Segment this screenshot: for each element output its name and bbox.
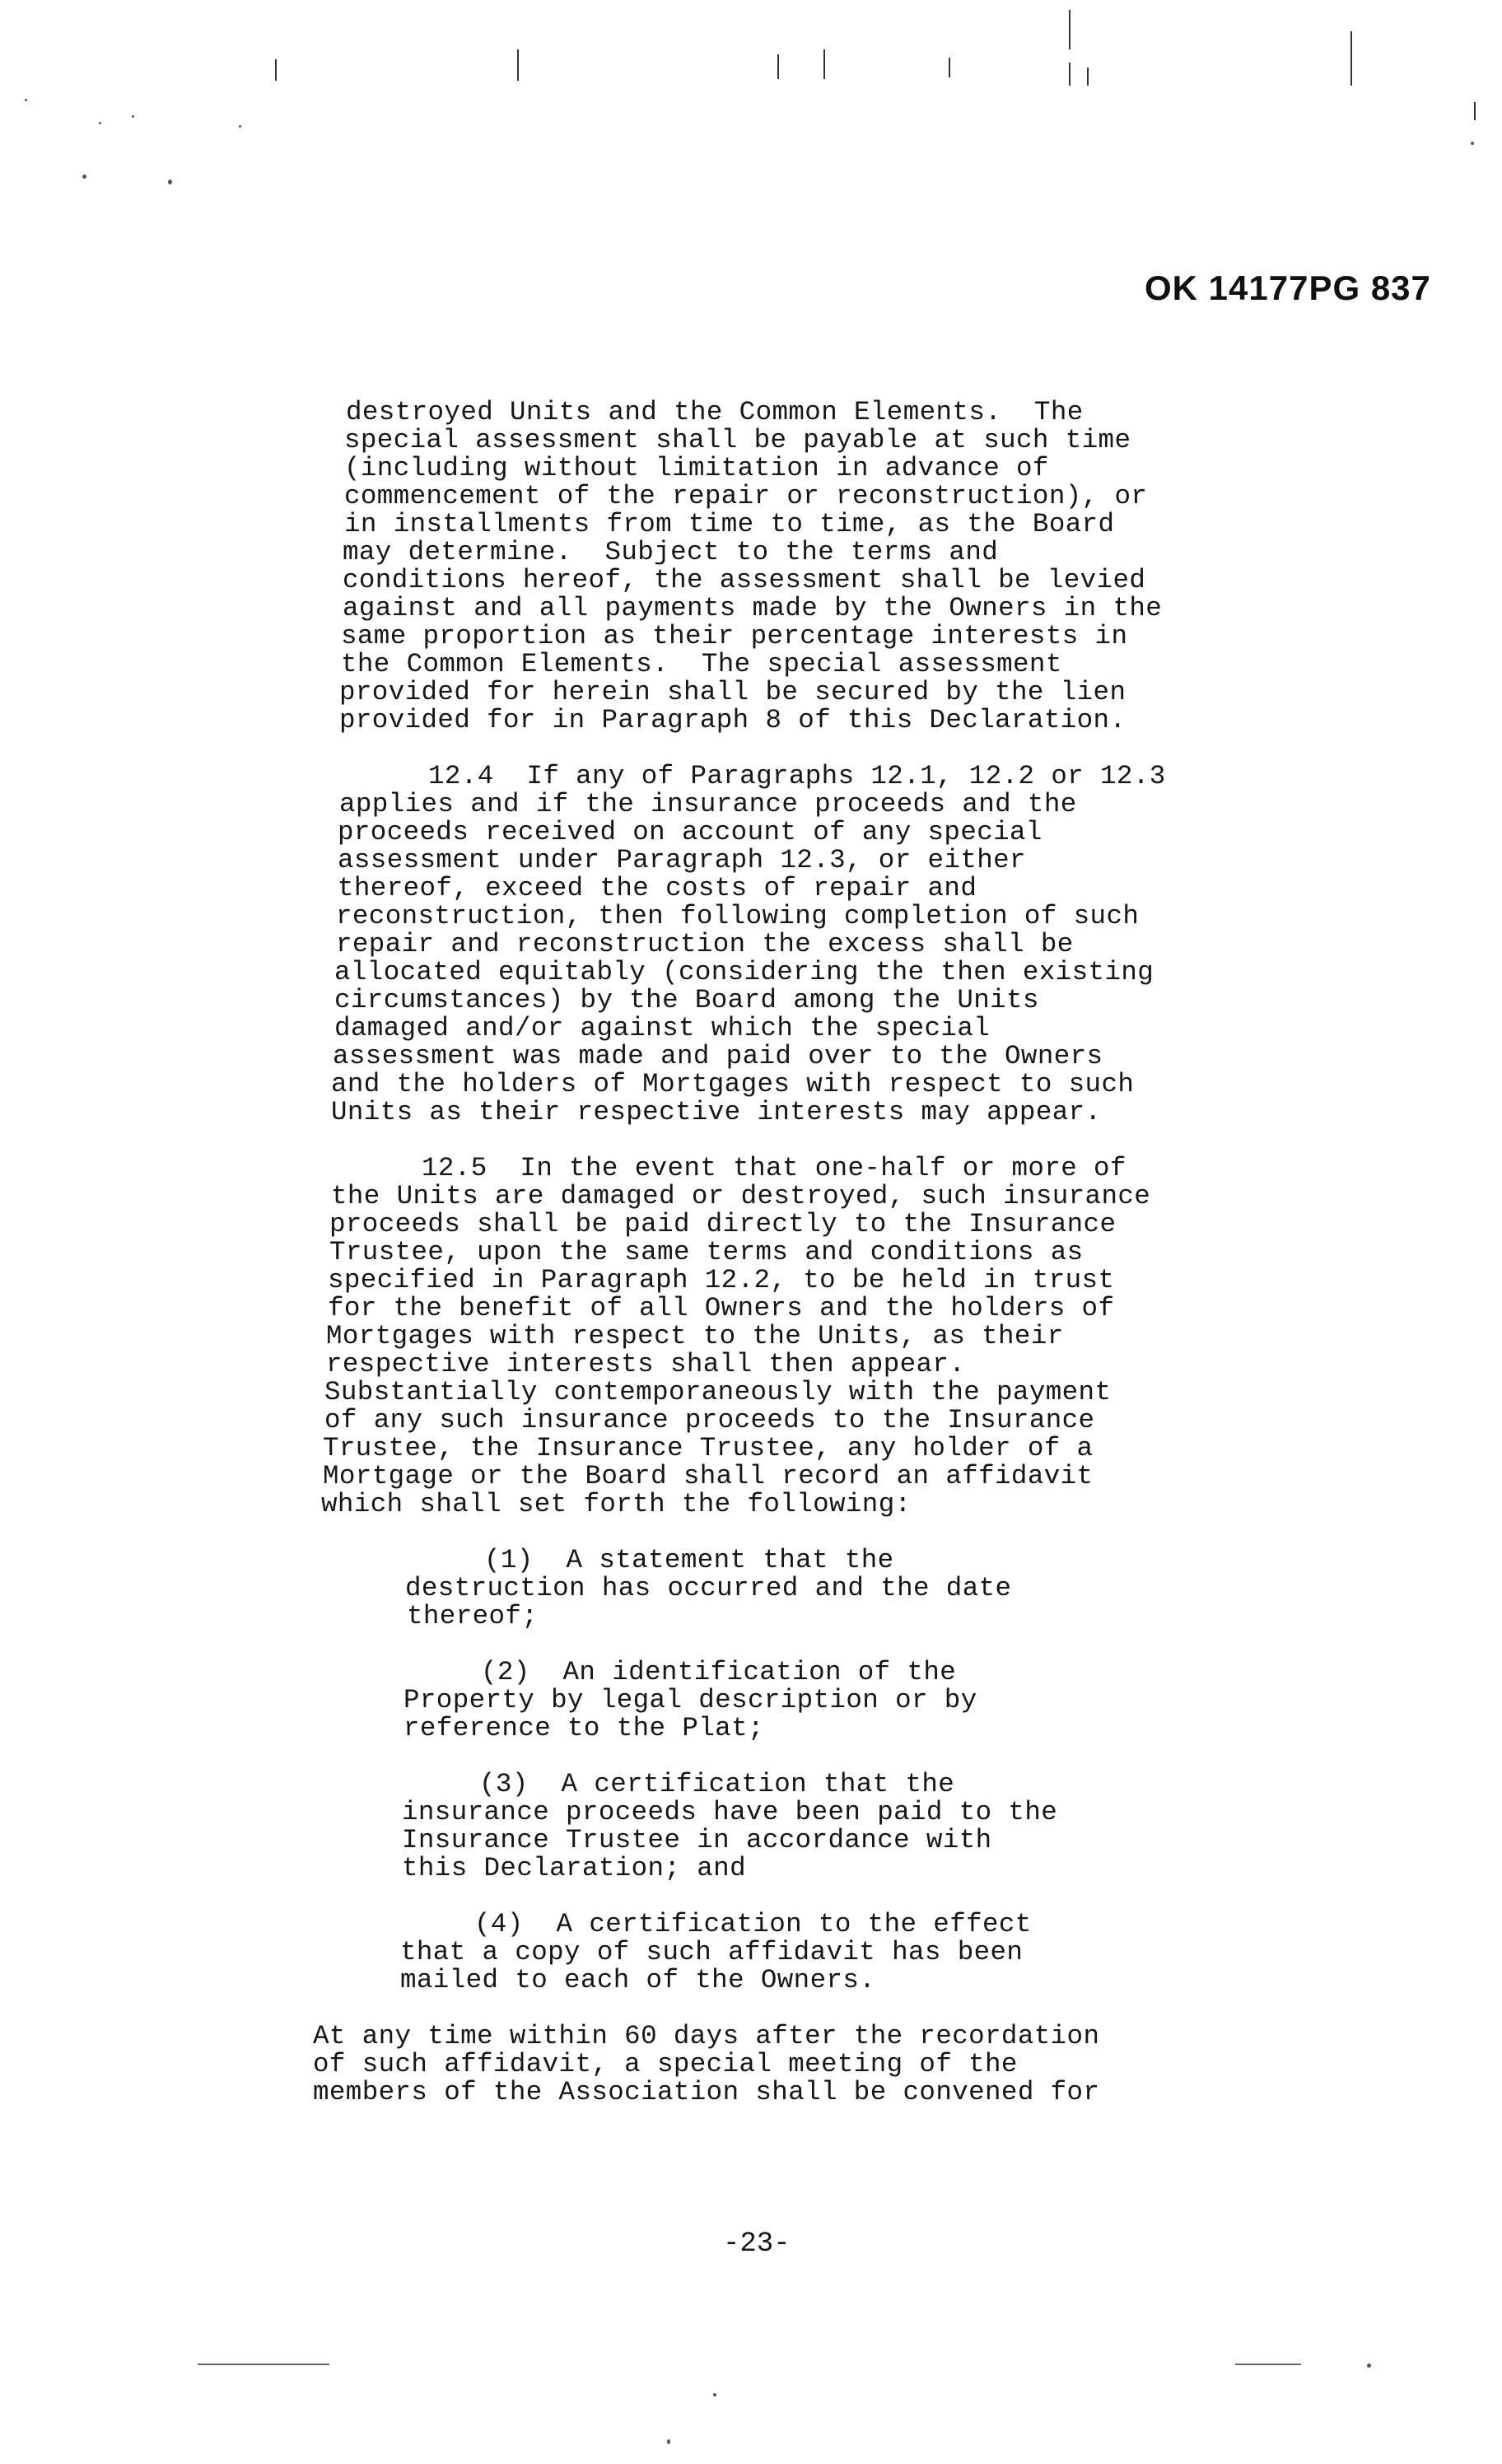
text-line: the Common Elements. The special assessment <box>341 649 1062 679</box>
text-line: provided for herein shall be secured by the lien <box>339 677 1126 707</box>
text-line: damaged and/or against which the special <box>334 1013 991 1043</box>
text-line: assessment was made and paid over to the Owners <box>333 1041 1103 1071</box>
text-line: conditions hereof, the assessment shall be levied <box>343 565 1146 595</box>
list-item-line: (3) A certification that the <box>479 1769 955 1799</box>
text-line: commencement of the repair or reconstruction), or <box>344 481 1148 511</box>
text-line: 12.5 In the event that one-half or more of <box>422 1153 1126 1183</box>
text-line: Trustee, the Insurance Trustee, any holder of a <box>323 1433 1094 1463</box>
text-line: same proportion as their percentage interests in <box>341 621 1128 651</box>
text-line: repair and reconstruction the excess shall be <box>336 929 1074 959</box>
list-item-line: destruction has occurred and the date <box>405 1573 1012 1603</box>
text-line: of such affidavit, a special meeting of the <box>313 2049 1018 2079</box>
text-line: thereof, exceed the costs of repair and <box>338 873 977 903</box>
text-line: specified in Paragraph 12.2, to be held in trust <box>328 1265 1115 1295</box>
text-line: for the benefit of all Owners and the holders of <box>328 1293 1115 1323</box>
text-line: Units as their respective interests may appear. <box>331 1097 1102 1127</box>
text-line: circumstances) by the Board among the Units <box>334 985 1039 1015</box>
book-page-reference: OK 14177PG 837 <box>1145 268 1431 307</box>
list-item-line: this Declaration; and <box>402 1853 746 1883</box>
list-item-line: (1) A statement that the <box>484 1545 894 1575</box>
list-item-line: that a copy of such affidavit has been <box>400 1937 1024 1967</box>
text-line: in installments from time to time, as the Board <box>344 509 1115 539</box>
text-line: applies and if the insurance proceeds and the <box>339 789 1077 819</box>
list-item-line: (2) An identification of the <box>481 1657 957 1687</box>
text-line: proceeds shall be paid directly to the Insurance <box>329 1209 1117 1239</box>
list-item-line: thereof; <box>407 1601 539 1631</box>
text-line: Mortgages with respect to the Units, as their <box>326 1321 1064 1351</box>
text-line: (including without limitation in advance of <box>344 453 1049 483</box>
text-line: allocated equitably (considering the then existing <box>334 957 1154 987</box>
text-line: Trustee, upon the same terms and conditions as <box>329 1237 1084 1267</box>
text-line: members of the Association shall be convened for <box>313 2077 1100 2107</box>
list-item-line: Property by legal description or by <box>403 1685 977 1715</box>
list-item-line: Insurance Trustee in accordance with <box>402 1825 992 1855</box>
text-line: assessment under Paragraph 12.3, or either <box>338 845 1026 875</box>
text-line: the Units are damaged or destroyed, such insurance <box>331 1181 1151 1211</box>
text-line: Mortgage or the Board shall record an affidavit <box>323 1461 1094 1491</box>
text-line: and the holders of Mortgages with respect to such <box>331 1069 1135 1099</box>
list-item-line: reference to the Plat; <box>403 1713 764 1743</box>
text-line: reconstruction, then following completion of such <box>336 901 1140 931</box>
list-item-line: insurance proceeds have been paid to the <box>402 1797 1058 1827</box>
text-line: 12.4 If any of Paragraphs 12.1, 12.2 or 12.3 <box>428 761 1166 791</box>
text-line: provided for in Paragraph 8 of this Declaration. <box>339 705 1126 735</box>
text-line: proceeds received on account of any special <box>338 817 1043 847</box>
text-line: of any such insurance proceeds to the Insurance <box>324 1405 1095 1435</box>
text-line: At any time within 60 days after the recordation <box>313 2021 1100 2051</box>
list-item-line: mailed to each of the Owners. <box>400 1965 876 1995</box>
text-line: Substantially contemporaneously with the payment <box>324 1377 1112 1407</box>
text-line: destroyed Units and the Common Elements. The <box>346 397 1084 427</box>
text-line: against and all payments made by the Owners in the <box>343 593 1163 623</box>
text-line: respective interests shall then appear. <box>326 1349 966 1379</box>
text-line: may determine. Subject to the terms and <box>343 537 999 567</box>
list-item-line: (4) A certification to the effect <box>474 1909 1032 1939</box>
page-number: -23- <box>723 2228 791 2260</box>
text-line: special assessment shall be payable at such time <box>344 425 1131 455</box>
text-line: which shall set forth the following: <box>321 1489 912 1519</box>
